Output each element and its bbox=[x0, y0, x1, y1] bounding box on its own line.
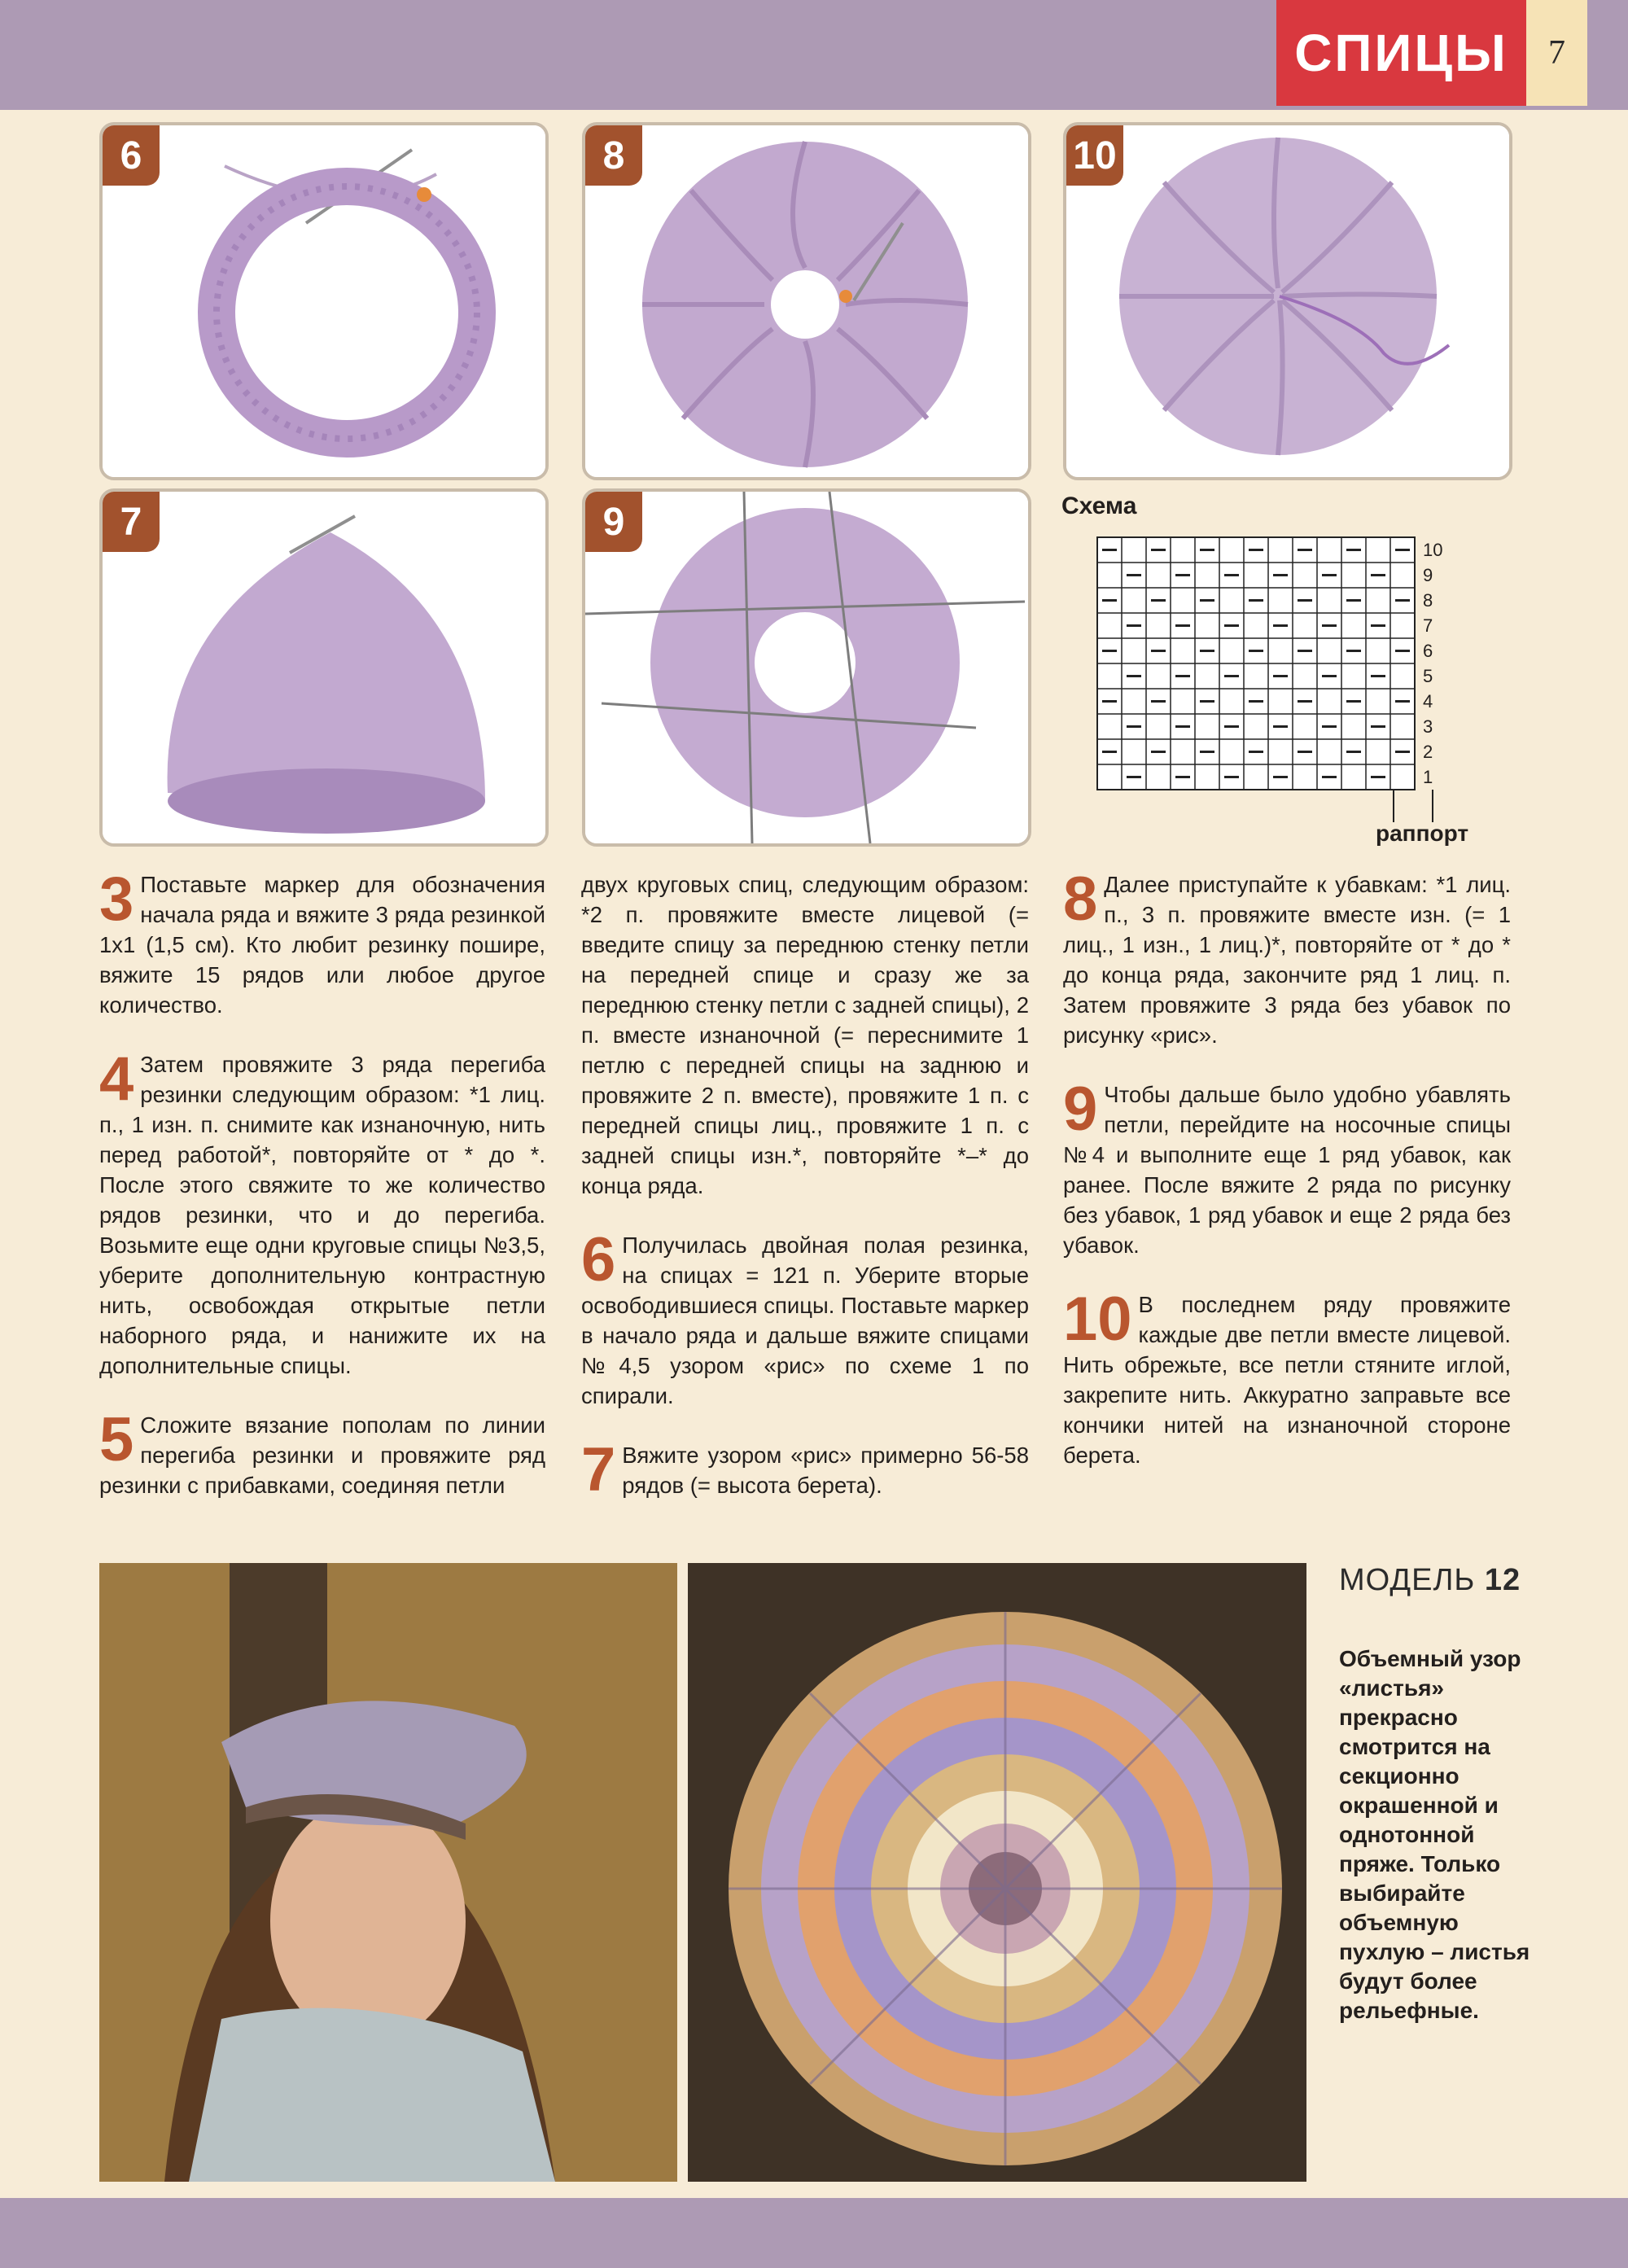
step-3 bbox=[99, 865, 545, 1020]
step-badge-6 bbox=[103, 125, 160, 186]
step-text: Поставьте маркер для обозначения начала ряда и вяжите 3 ряда резинкой 1х1 (1,5 см). Кто любит резинку пошире, вяжите 15 рядов или любое другое количество. bbox=[99, 872, 545, 1018]
step-8 bbox=[1063, 865, 1511, 1050]
scheme-row-number: 1 bbox=[1423, 766, 1433, 787]
model-description: Объемный узор «листья» прекрасно смотрится на секционно окрашенной и однотонной пряже. Только выбирайте объемную пухлую – листья будут более рельефные. bbox=[1339, 1646, 1530, 2023]
step-5-continued bbox=[581, 869, 1029, 1201]
step-text: Затем провяжите 3 ряда перегиба резинки следующим образом: *1 лиц. п., 1 изн. п. снимите как изнаночную, нить перед работой*, повторяйте от * до *. После этого свяжите то же количество рядов резинки, что и до перегиба. Возьмите еще одни круговые спицы №3,5, уберите дополнительную контрастную нить, освобождая открытые петли наборного ряда, и нанижите их на дополнительные спицы. bbox=[99, 1052, 545, 1378]
photo-step-6 bbox=[99, 122, 549, 480]
step-text: Получилась двойная полая резинка, на спицах = 121 п. Уберите вторые освободившиеся спицы. Поставьте маркер в начало ряда и дальше вяжите спицами №4,5 узором «рис» по схеме 1 по спирали. bbox=[581, 1233, 1029, 1408]
step-number: 7 bbox=[581, 1435, 616, 1504]
woman-beret-image bbox=[99, 1563, 677, 2182]
scheme-row-number: 2 bbox=[1423, 741, 1433, 762]
scheme-title: Схема bbox=[1061, 493, 1137, 519]
model-number: 12 bbox=[1484, 1563, 1521, 1597]
hat-tube-image bbox=[103, 492, 545, 843]
page-number: 7 bbox=[1548, 34, 1565, 72]
step-badge-9 bbox=[585, 492, 642, 552]
step-4 bbox=[99, 1044, 545, 1381]
photo-step-10 bbox=[1063, 122, 1512, 480]
step-badge-8 bbox=[585, 125, 642, 186]
scheme-row-number: 3 bbox=[1423, 716, 1433, 737]
scheme-row-number: 6 bbox=[1423, 640, 1433, 661]
photo-step-9 bbox=[582, 488, 1031, 847]
scheme-row-number: 7 bbox=[1423, 615, 1433, 636]
section-label bbox=[1276, 0, 1526, 106]
step-badge-label: 8 bbox=[602, 134, 625, 177]
beret-leaves-image bbox=[688, 1563, 1306, 2182]
beret-needles-image bbox=[585, 492, 1028, 843]
step-number: 10 bbox=[1063, 1285, 1132, 1354]
photo-step-8 bbox=[582, 122, 1031, 480]
step-6 bbox=[581, 1225, 1029, 1411]
step-text: Сложите вязание пополам по линии перегиба резинки и провяжите ряд резинки с прибавками, соединяя петли bbox=[99, 1412, 545, 1498]
step-9 bbox=[1063, 1075, 1511, 1260]
model-title bbox=[1339, 1563, 1521, 1598]
photo-step-7 bbox=[99, 488, 549, 847]
step-badge-label: 9 bbox=[602, 500, 625, 544]
step-number: 3 bbox=[99, 865, 134, 934]
beret-open-image bbox=[585, 125, 1028, 477]
step-7 bbox=[581, 1435, 1029, 1504]
step-text: Вяжите узором «рис» примерно 56-58 рядов (= высота берета). bbox=[622, 1443, 1029, 1498]
scheme-row-number: 4 bbox=[1423, 690, 1433, 711]
step-badge-label: 6 bbox=[120, 134, 142, 177]
scheme-row-number: 5 bbox=[1423, 665, 1433, 686]
beret-closed-image bbox=[1066, 125, 1509, 477]
knit-ring-image bbox=[103, 125, 545, 477]
step-badge-label: 10 bbox=[1073, 134, 1117, 177]
step-number: 6 bbox=[581, 1225, 616, 1294]
step-badge-label: 7 bbox=[120, 500, 142, 544]
text-column-3 bbox=[1063, 865, 1511, 1500]
step-text: двух круговых спиц, следующим образом: *2 п. провяжите вместе лицевой (= введите спицу за переднюю стенку петли на передней спице и сразу же за переднюю стенку петли с задней спицы), 2 п. вместе изнаночной (= переснимите 1 петлю с передней спицы на заднюю и провяжите 2 п. вместе), провяжите 1 п. с передней спицы лиц., провяжите 1 п. с задней спицы изн.*, повторяйте *–* до конца ряда. bbox=[581, 872, 1029, 1198]
text-column-2 bbox=[581, 869, 1029, 1530]
model-photo-beret bbox=[688, 1563, 1306, 2182]
step-number: 4 bbox=[99, 1044, 134, 1114]
scheme-row-number: 8 bbox=[1423, 589, 1433, 611]
step-number: 8 bbox=[1063, 865, 1098, 934]
scheme-row-number: 9 bbox=[1423, 564, 1433, 585]
step-number: 5 bbox=[99, 1405, 134, 1474]
model-prefix: МОДЕЛЬ bbox=[1339, 1563, 1476, 1597]
step-badge-7 bbox=[103, 492, 160, 552]
step-5 bbox=[99, 1405, 545, 1500]
scheme-row-number: 10 bbox=[1423, 539, 1443, 560]
bottom-band bbox=[0, 2198, 1628, 2268]
text-column-1 bbox=[99, 865, 545, 1530]
model-photo-woman bbox=[99, 1563, 677, 2182]
page-number-box bbox=[1526, 0, 1587, 106]
step-number: 9 bbox=[1063, 1075, 1098, 1144]
step-text: В последнем ряду провяжите каждые две петли вместе лицевой. Нить обрежьте, все петли стяните иглой, закрепите нить. Аккуратно заправьте все кончики нитей на изнаночной стороне берета. bbox=[1063, 1292, 1511, 1468]
step-10 bbox=[1063, 1285, 1511, 1470]
rapport-label: раппорт bbox=[1376, 821, 1469, 846]
step-text: Далее приступайте к убавкам: *1 лиц. п., 3 п. провяжите вместе изн. (= 1 лиц., 1 изн., 1 лиц.)*, повторяйте от * до * до конца ряда, закончите ряд 1 лиц. п. Затем провяжите 3 ряда без убавок по рисунку «рис». bbox=[1063, 872, 1511, 1048]
section-title: СПИЦЫ bbox=[1294, 24, 1508, 82]
step-badge-10 bbox=[1066, 125, 1123, 186]
rice-stitch-chart bbox=[1091, 531, 1472, 791]
step-text: Чтобы дальше было удобно убавлять петли, перейдите на носочные спицы №4 и выполните еще 1 ряд убавок, как ранее. После вяжите 2 ряда по рисунку без убавок, 1 ряд убавок и еще 2 ряда без убавок. bbox=[1063, 1082, 1511, 1258]
